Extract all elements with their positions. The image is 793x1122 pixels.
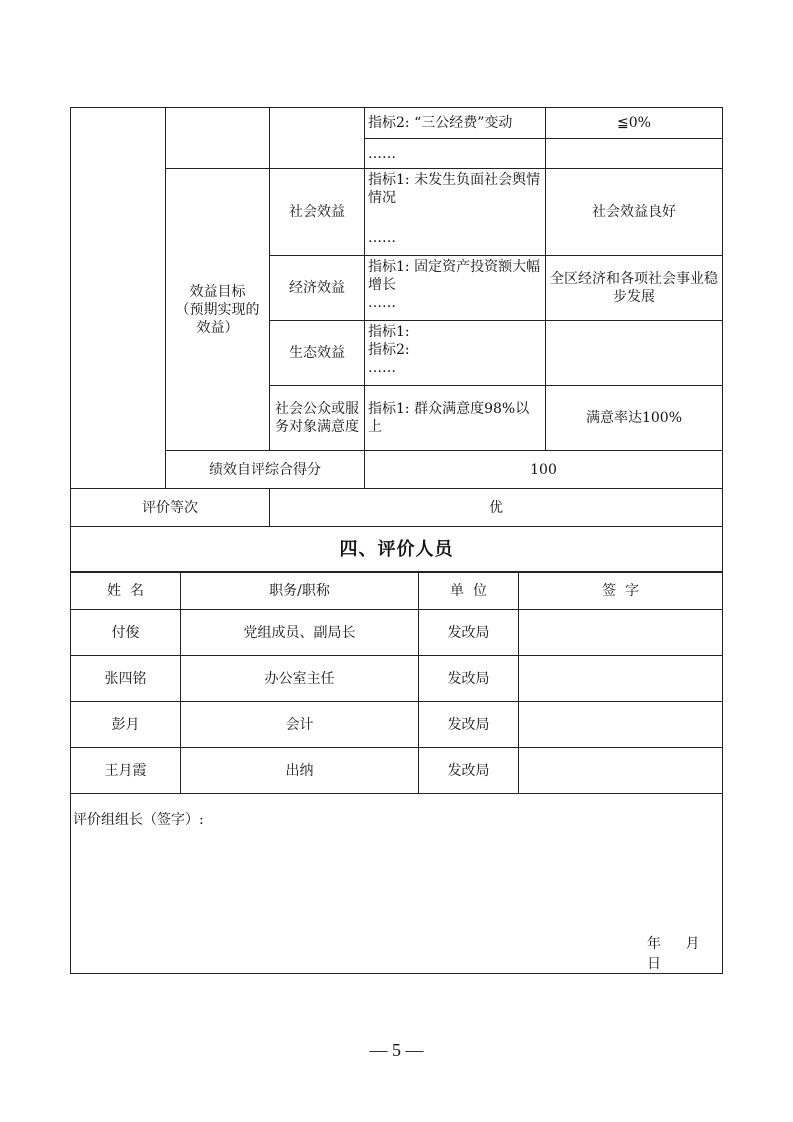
evaluator-name: 王月霞	[71, 748, 181, 794]
ecological-benefit-label: 生态效益	[270, 321, 365, 386]
empty-cell	[71, 108, 166, 489]
signature-date: 年 月 日	[647, 936, 700, 972]
evaluator-position: 办公室主任	[181, 656, 419, 702]
indicator-cell	[365, 256, 546, 321]
leader-signature-box[interactable]	[70, 793, 723, 974]
evaluator-signature[interactable]	[519, 748, 723, 794]
benefit-goal-line: 效益目标	[189, 283, 246, 300]
target-cell: 全区经济和各项社会事业稳步发展	[546, 256, 723, 321]
indicator-text: 指标2:	[368, 342, 410, 358]
header-position: 职务/职称	[181, 572, 419, 610]
evaluator-position: 党组成员、副局长	[181, 610, 419, 656]
grade-value: 优	[270, 489, 723, 527]
evaluator-position: 会计	[181, 702, 419, 748]
target-cell: 社会效益良好	[546, 169, 723, 256]
header-name: 姓 名	[71, 572, 181, 610]
target-cell	[546, 321, 723, 386]
evaluator-unit: 发改局	[419, 748, 519, 794]
evaluator-name: 张四铭	[71, 656, 181, 702]
evaluator-unit: 发改局	[419, 656, 519, 702]
header-unit: 单 位	[419, 572, 519, 610]
table-row	[71, 656, 723, 702]
performance-table	[70, 107, 723, 573]
evaluator-position: 出纳	[181, 748, 419, 794]
evaluator-signature[interactable]	[519, 610, 723, 656]
evaluator-signature[interactable]	[519, 656, 723, 702]
section-title: 四、评价人员	[71, 527, 723, 573]
target-cell: 满意率达100%	[546, 386, 723, 451]
economic-benefit-label: 经济效益	[270, 256, 365, 321]
score-value: 100	[365, 451, 723, 489]
table-row	[71, 702, 723, 748]
satisfaction-label: 社会公众或服务对象满意度	[270, 386, 365, 451]
benefit-goal-line: （预期实现的	[175, 301, 260, 318]
indicator-text: 指标1: 固定资产投资额大幅增长	[368, 259, 541, 293]
indicator-cell	[365, 169, 546, 256]
indicator-text: 指标1: 未发生负面社会舆情情况	[368, 172, 541, 206]
social-benefit-label: 社会效益	[270, 169, 365, 256]
table-row	[71, 748, 723, 794]
empty-cell	[166, 108, 270, 169]
evaluator-name: 付俊	[71, 610, 181, 656]
indicator-text: 指标1:	[368, 324, 410, 340]
grade-label: 评价等次	[71, 489, 270, 527]
score-label: 绩效自评综合得分	[166, 451, 365, 489]
evaluator-unit: 发改局	[419, 610, 519, 656]
indicator-cell: ……	[365, 139, 546, 169]
indicator-text: ……	[368, 295, 396, 311]
benefit-goal-cell	[166, 169, 270, 451]
evaluator-signature[interactable]	[519, 702, 723, 748]
indicator-cell: 指标1: 群众满意度98%以上	[365, 386, 546, 451]
indicator-cell: 指标2: “三公经费”变动	[365, 108, 546, 139]
table-row	[71, 610, 723, 656]
empty-cell	[270, 108, 365, 169]
evaluator-unit: 发改局	[419, 702, 519, 748]
indicator-cell	[365, 321, 546, 386]
target-cell	[546, 139, 723, 169]
leader-signature-label: 评价组组长（签字）:	[73, 812, 204, 828]
evaluator-name: 彭月	[71, 702, 181, 748]
header-signature: 签 字	[519, 572, 723, 610]
evaluators-table	[70, 571, 723, 794]
indicator-text: ……	[368, 230, 396, 246]
target-cell: ≦0%	[546, 108, 723, 139]
indicator-text: ……	[368, 360, 396, 376]
page-number: — 5 —	[369, 1040, 424, 1060]
benefit-goal-line: 效益）	[196, 319, 239, 336]
